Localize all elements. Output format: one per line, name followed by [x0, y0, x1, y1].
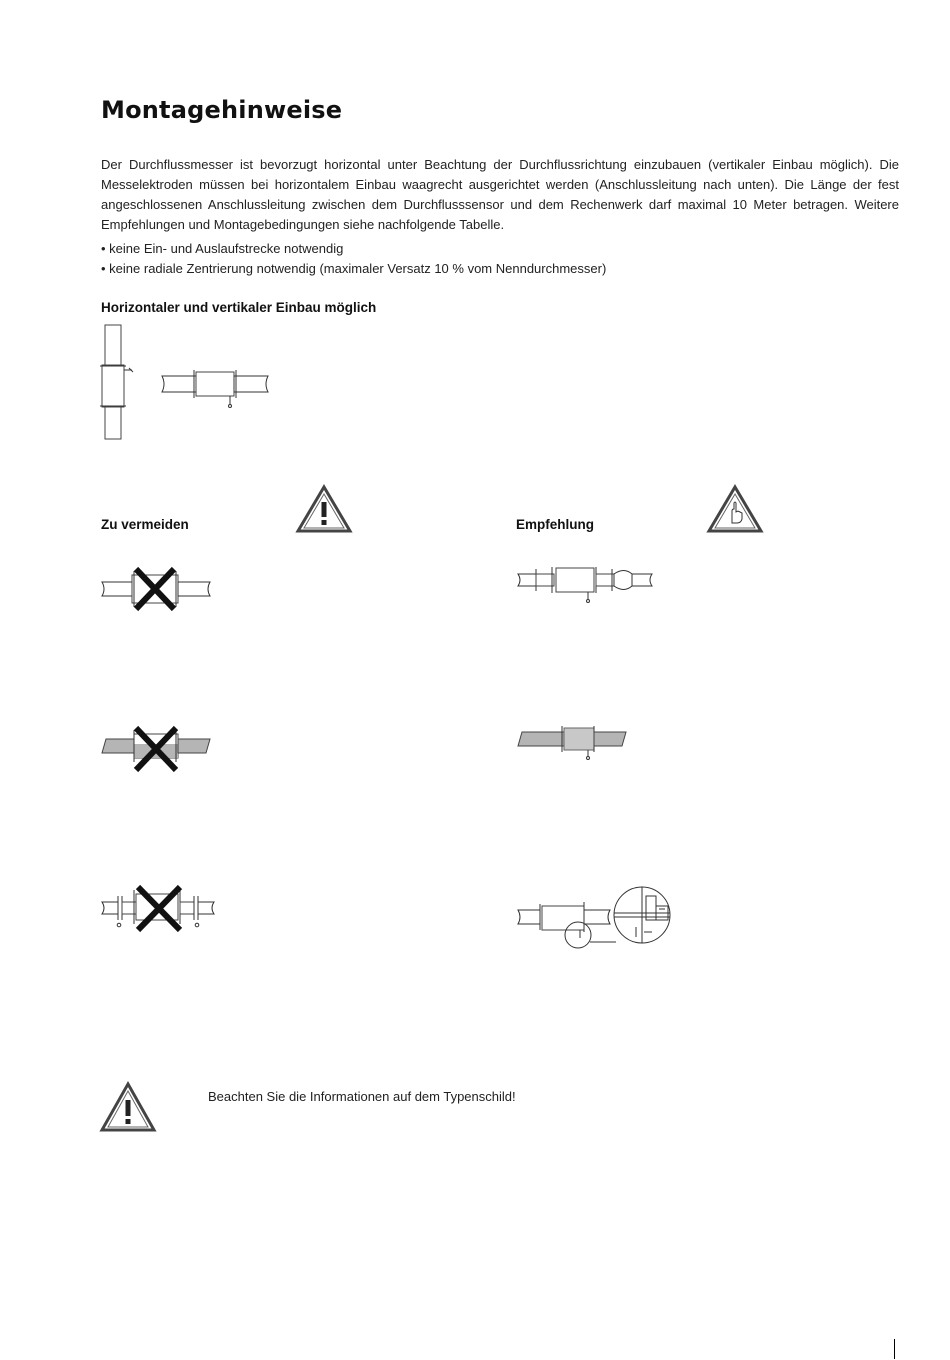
avoid-diagram-misaligned — [100, 882, 218, 934]
recommend-diagram-grounding-detail — [516, 882, 676, 948]
recommend-diagram-filled-pipe — [516, 722, 631, 762]
recommend-diagram-supports — [516, 565, 656, 605]
install-heading: Horizontaler und vertikaler Einbau möglich — [101, 300, 377, 315]
hand-warning-triangle-icon — [707, 485, 763, 533]
vertical-install-diagram — [95, 325, 145, 440]
bullet-list — [101, 239, 606, 279]
warning-triangle-icon — [296, 485, 352, 533]
avoid-heading: Zu vermeiden — [101, 517, 189, 532]
page-marker — [894, 1339, 895, 1359]
bullet-item: • keine radiale Zentrierung notwendig (maximaler Versatz 10 % vom Nenndurchmesser) — [101, 259, 606, 279]
avoid-diagram-partially-filled — [100, 722, 215, 774]
intro-paragraph: Der Durchflussmesser ist bevorzugt horizontal unter Beachtung der Durchflussrichtung einzubauen (vertikaler Einbau möglich). Die Messelektroden müssen bei horizontalem Einbau waagrecht ausgerichtet werden (Anschlussleitung nach unten). Die Länge der fest angeschlossenen Anschlussleitung zwischen dem Durchflusssensor und dem Rechenwerk darf maximal 10 Meter betragen. Weitere Empfehlungen und Montagebedingungen siehe nachfolgende Tabelle. — [101, 157, 899, 232]
page-title: Montagehinweise — [101, 96, 343, 124]
warning-triangle-icon — [100, 1082, 156, 1132]
avoid-diagram-unsupported — [100, 565, 215, 615]
recommend-heading: Empfehlung — [516, 517, 594, 532]
horizontal-install-diagram — [160, 368, 272, 414]
nameplate-note: Beachten Sie die Informationen auf dem Typenschild! — [208, 1089, 516, 1104]
bullet-item: • keine Ein- und Auslaufstrecke notwendig — [101, 239, 606, 259]
